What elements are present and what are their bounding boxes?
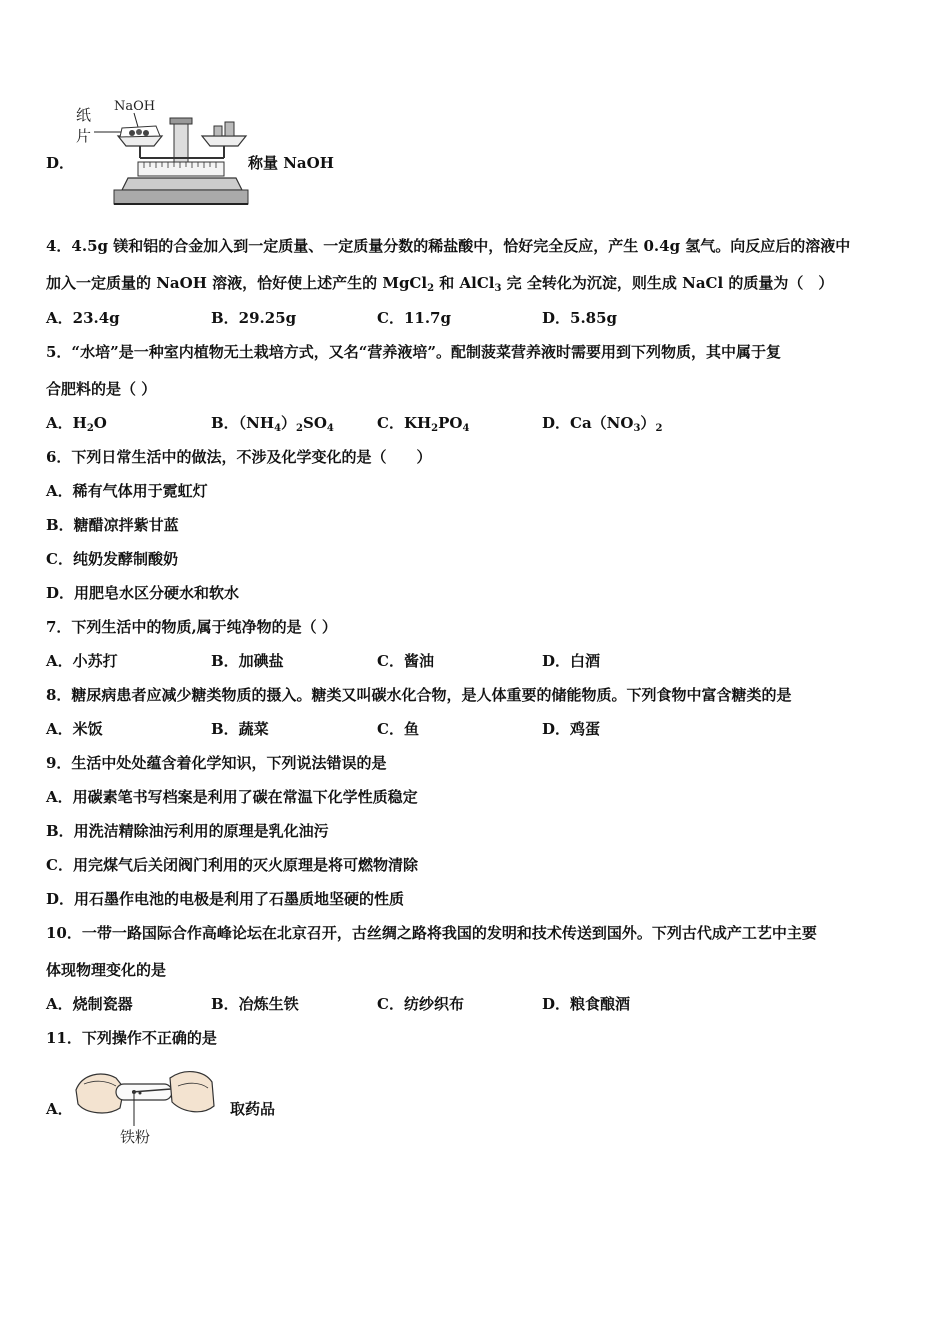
q5-stem-line1: 5．“水培”是一种室内植物无土栽培方式，又名“营养液培”。配制菠菜营养液时需要用到下列物质，其中属于复: [46, 343, 781, 361]
q10-stem-line1: 10．一带一路国际合作高峰论坛在北京召开，古丝绸之路将我国的发明和技术传送到国外。下列古代成产工艺中主要: [46, 924, 817, 942]
paper-label-1: 纸: [76, 106, 92, 124]
q9-option-c: C．用完煤气后关闭阀门利用的灭火原理是将可燃物清除: [46, 856, 418, 874]
q10-option-b: B．冶炼生铁: [211, 995, 299, 1013]
q11-option-a-letter: A．: [46, 1100, 73, 1118]
q6-option-b: B．糖醋凉拌紫甘蓝: [46, 516, 179, 534]
q10-stem-line2: 体现物理变化的是: [46, 961, 167, 979]
q4-option-c: C．11.7g: [377, 309, 451, 327]
q4-option-b: B．29.25g: [211, 309, 297, 327]
q6-option-a: A．稀有气体用于霓虹灯: [46, 482, 208, 500]
q6-option-c: C．纯奶发酵制酸奶: [46, 550, 178, 568]
q7-option-c: C．酱油: [377, 652, 434, 670]
q8-option-d: D．鸡蛋: [542, 720, 601, 738]
q7-stem: 7．下列生活中的物质,属于纯净物的是（ ）: [46, 618, 337, 636]
naoh-label: NaOH: [114, 99, 156, 114]
q8-stem: 8．糖尿病患者应减少糖类物质的摄入。糖类又叫碳水化合物，是人体重要的储能物质。下列食物中富含糖类的是: [46, 686, 792, 704]
q10-option-c: C．纺纱织布: [377, 995, 464, 1013]
q11-option-a-caption: 取药品: [230, 1100, 276, 1118]
iron-powder-label: 铁粉: [120, 1128, 151, 1146]
q5-option-a: A．$H_2O$: [46, 414, 107, 434]
paper-label-2: 片: [76, 127, 92, 145]
q10-option-a: A．烧制瓷器: [46, 995, 133, 1013]
q9-option-a: A．用碳素笔书写档案是利用了碳在常温下化学性质稳定: [46, 788, 418, 806]
q7-option-d: D．白酒: [542, 652, 601, 670]
q5-option-d: D．$Ca(NO_3)_2$: [542, 414, 663, 434]
q4-stem-line2: 加入一定质量的 NaOH 溶液，恰好使上述产生的 MgCl$_2$ 和 AlCl$_3$ 完 全转化为沉淀，则生成 NaCl 的质量为（ ）: [46, 274, 834, 294]
q5-option-c: C．$KH_2PO_4$: [377, 414, 470, 434]
balance-scale-figure: [74, 96, 250, 212]
q4-option-d: D．5.85g: [542, 309, 618, 327]
q3-option-d-letter: D．: [46, 154, 75, 172]
q9-option-d: D．用石墨作电池的电极是利用了石墨质地坚硬的性质: [46, 890, 405, 908]
q9-stem: 9．生活中处处蕴含着化学知识，下列说法错误的是: [46, 754, 387, 772]
q8-option-a: A．米饭: [46, 720, 103, 738]
q6-option-d: D．用肥皂水区分硬水和软水: [46, 584, 240, 602]
test-tube-figure: [72, 1064, 218, 1150]
q3-option-d-caption: 称量 NaOH: [248, 154, 334, 172]
q4-option-a: A．23.4g: [46, 309, 120, 327]
q6-stem: 6．下列日常生活中的做法，不涉及化学变化的是（ ）: [46, 448, 432, 466]
q10-option-d: D．粮食酿酒: [542, 995, 631, 1013]
q8-option-b: B．蔬菜: [211, 720, 269, 738]
q9-option-b: B．用洗洁精除油污利用的原理是乳化油污: [46, 822, 329, 840]
q11-stem: 11．下列操作不正确的是: [46, 1029, 217, 1047]
q7-option-b: B．加碘盐: [211, 652, 284, 670]
q8-option-c: C．鱼: [377, 720, 419, 738]
q7-option-a: A．小苏打: [46, 652, 118, 670]
q4-stem-line1: 4．4.5g 镁和铝的合金加入到一定质量、一定质量分数的稀盐酸中，恰好完全反应，产生 0.4g 氢气。向反应后的溶液中: [46, 237, 851, 255]
q5-option-b: B．$(NH_4)_2SO_4$: [211, 414, 334, 434]
q5-stem-line2: 合肥料的是（ ）: [46, 380, 157, 398]
